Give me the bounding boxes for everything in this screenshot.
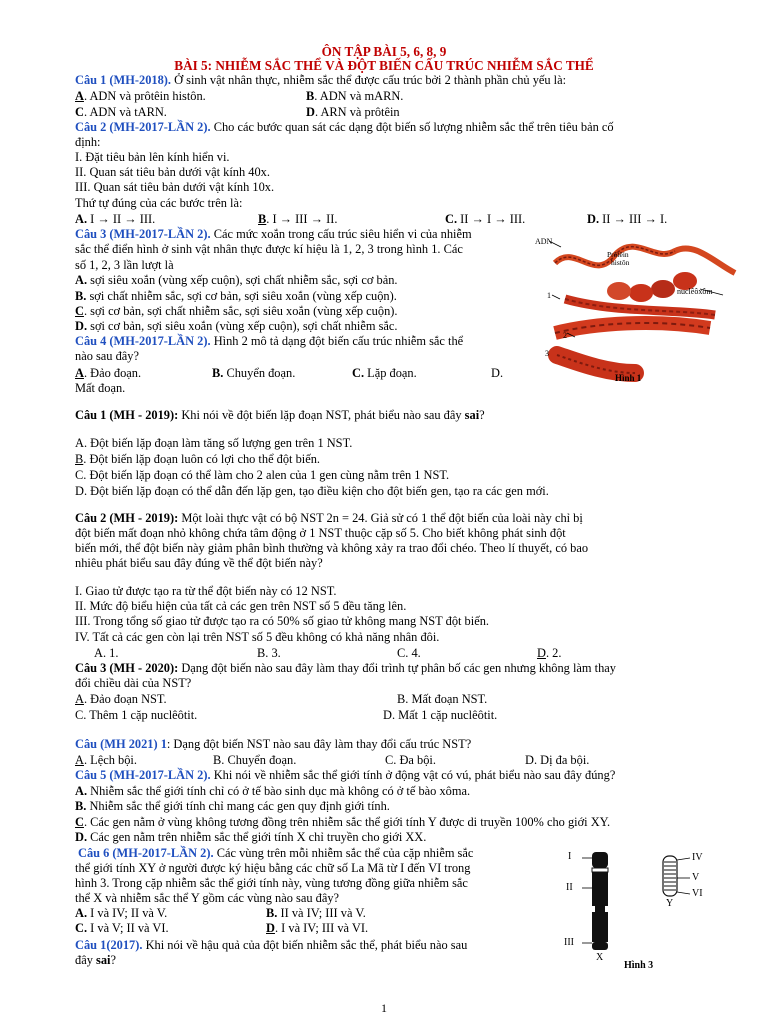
q3-option-d: D. sợi cơ bản, sợi siêu xoắn (vùng xếp cuộn), sợi chất nhiễm sắc. <box>75 319 398 333</box>
q5-option-b: B. Đột biến lặp đoạn luôn có lợi cho thể đột biến. <box>75 452 321 466</box>
lesson-title: BÀI 5: NHIỄM SẮC THỂ VÀ ĐỘT BIẾN CẤU TRÚC NHIỄM SẮC THỂ <box>174 58 594 73</box>
q5-option-a: A. Đột biến lặp đoạn làm tăng số lượng gen trên 1 NST. <box>75 436 353 450</box>
q9-option-c: C. Các gen nằm ở vùng không tương đồng trên nhiễm sắc thể giới tính Y được di truyền 100% cho giới XY. <box>75 815 611 829</box>
question-2: Câu 2 (MH-2017-LẦN 2). Cho các bước quan sát các dạng đột biến số lượng nhiễm sắc thể trên tiêu bản cố <box>75 120 614 134</box>
q10-text-cont3: thể X và nhiễm sắc thể Y gồm các vùng nào sau đây? <box>75 891 340 905</box>
q6-statement-4: IV. Tất cả các gen còn lại trên NST số 5 đều không có khả năng nhân đôi. <box>75 630 440 644</box>
fig3-label-y: Y <box>666 898 674 909</box>
q4-option-b: B. Chuyển đoạn. <box>212 366 296 380</box>
fig1-histon-label: histôn <box>611 258 630 267</box>
question-4: Câu 4 (MH-2017-LẦN 2). Hình 2 mô tả dạng đột biến cấu trúc nhiễm sắc thể <box>75 334 464 348</box>
q8-option-a: A. Lệch bội. <box>75 753 137 767</box>
q6-text-cont: đột biến mất đoạn nhỏ không chứa tâm động ở 1 NST thuộc cặp số 5. Cho biết không phát sinh đột <box>75 526 566 540</box>
q3-option-a: A. sợi siêu xoắn (vùng xếp cuộn), sợi chất nhiễm sắc, sợi cơ bản. <box>75 273 398 287</box>
q2-step-3: III. Quan sát tiêu bản dưới vật kính 10x. <box>75 180 275 194</box>
q5-option-c: C. Đột biến lặp đoạn có thể làm cho 2 alen của 1 gen cùng nằm trên 1 NST. <box>75 468 450 482</box>
q1-option-b: B. ADN và mARN. <box>306 89 404 103</box>
q9-option-a: A. Nhiễm sắc thể giới tính chỉ có ở tế bào sinh dục mà không có ở tế bào xôma. <box>75 784 471 798</box>
q6-option-b: B. 3. <box>257 646 281 660</box>
question-3: Câu 3 (MH-2017-LẦN 2). Các mức xoắn trong cấu trúc siêu hiển vi của nhiễm <box>75 227 472 241</box>
q2-ask: Thứ tự đúng của các bước trên là: <box>75 196 243 210</box>
q6-text-cont3: nhiêu phát biểu sau đây đúng về thể đột biến này? <box>75 556 323 570</box>
q9-option-d: D. Các gen nằm trên nhiễm sắc thể giới tính X chỉ truyền cho giới XX. <box>75 830 427 844</box>
fig3-label-i: I <box>568 851 572 862</box>
fig3-label-ii: II <box>566 882 573 893</box>
q5-option-d: D. Đột biến lặp đoạn có thể dẫn đến lặp gen, tạo điều kiện cho đột biến gen, tạo ra các gen mới. <box>75 484 549 498</box>
q7-option-b: B. Mất đoạn NST. <box>397 692 488 706</box>
q1-option-a: A. ADN và prôtêin histôn. <box>75 89 206 103</box>
q3-option-b: B. sợi chất nhiễm sắc, sợi cơ bản, sợi siêu xoắn (vùng xếp cuộn). <box>75 289 397 303</box>
q2-option-d: D. II → III → I. <box>587 212 668 226</box>
q4-option-d: Mất đoạn. <box>75 381 126 395</box>
q10-text-cont: thể giới tính XY ở người được ký hiệu bằng các chữ số La Mã từ I đến VI trong <box>75 861 471 875</box>
question-1: Câu 1 (MH-2018). Ở sinh vật nhân thực, nhiễm sắc thể được cấu trúc bởi 2 thành phần chủ yếu là: <box>75 73 567 87</box>
q10-option-b: B. II và IV; III và V. <box>266 906 366 920</box>
q3-option-c: C. sợi cơ bản, sợi chất nhiễm sắc, sợi siêu xoắn (vùng xếp cuộn). <box>75 304 398 318</box>
fig3-label-vi: VI <box>692 888 703 899</box>
fig1-number-2: 2 <box>563 331 567 340</box>
q10-option-a: A. I và IV; II và V. <box>75 906 168 920</box>
figure-1-chromosome-structure <box>535 233 745 385</box>
q4-option-d-key: D. <box>491 366 504 380</box>
fig3-label-iv: IV <box>692 852 703 863</box>
fig1-caption: Hình 1 <box>615 373 642 383</box>
question-7: Câu 3 (MH - 2020): Dạng đột biến nào sau đây làm thay đổi trình tự phân bố các gen nhưng không làm thay <box>75 661 616 675</box>
question-9: Câu 5 (MH-2017-LẦN 2). Khi nói về nhiễm sắc thể giới tính ở động vật có vú, phát biểu nào sau đây đúng? <box>75 768 616 782</box>
doc-title: ÔN TẬP BÀI 5, 6, 8, 9 <box>321 44 447 59</box>
q2-option-b: B. I → III → II. <box>258 212 338 226</box>
q1-option-c: C. ADN và tARN. <box>75 105 167 119</box>
q7-option-a: A. Đảo đoạn NST. <box>75 692 167 706</box>
q6-statement-2: II. Mức độ biểu hiện của tất cả các gen trên NST số 5 đều tăng lên. <box>75 599 407 613</box>
figure-3-drawing <box>560 848 730 976</box>
question-8: Câu (MH 2021) 1: Dạng đột biến NST nào sau đây làm thay đổi cấu trúc NST? <box>75 737 472 751</box>
fig1-protein-label: Prôtêin <box>607 250 629 259</box>
q8-option-b: B. Chuyển đoạn. <box>213 753 297 767</box>
q6-option-a: A. 1. <box>94 646 119 660</box>
q2-step-1: I. Đặt tiêu bản lên kính hiển vi. <box>75 150 230 164</box>
q6-text-cont2: biến mới, thể đột biến này giảm phân bình thường và không xảy ra trao đổi chéo. Theo lí thuyết, có bao <box>75 541 589 555</box>
fig1-adn-label: ADN <box>535 237 553 246</box>
fig3-caption: Hình 3 <box>624 960 654 971</box>
q4-option-c: C. Lặp đoạn. <box>352 366 417 380</box>
question-5: Câu 1 (MH - 2019): Khi nói về đột biến lặp đoạn NST, phát biểu nào sau đây sai? <box>75 408 485 422</box>
q10-text-cont2: hình 3. Trong cặp nhiễm sắc thể giới tính này, vùng tương đồng giữa nhiễm sắc <box>75 876 468 890</box>
q6-statement-1: I. Giao tử được tạo ra từ thể đột biến này có 12 NST. <box>75 584 337 598</box>
page-number: 1 <box>381 1001 387 1015</box>
q10-option-d: D. I và IV; III và VI. <box>266 921 369 935</box>
q7-option-d: D. Mất 1 cặp nuclêôtit. <box>383 708 498 722</box>
q3-text-cont: sắc thể điển hình ở sinh vật nhân thực được kí hiệu là 1, 2, 3 trong hình 1. Các <box>75 242 463 256</box>
q6-option-d: D. 2. <box>537 646 562 660</box>
q9-option-b: B. Nhiễm sắc thể giới tính chỉ mang các gen quy định giới tính. <box>75 799 390 813</box>
q4-option-a: A. Đảo đoạn. <box>75 366 142 380</box>
q7-text-cont: đổi chiều dài của NST? <box>75 676 192 690</box>
q8-option-d: D. Dị đa bội. <box>525 753 590 767</box>
question-6: Câu 2 (MH - 2019): Một loài thực vật có bộ NST 2n = 24. Giả sử có 1 thể đột biến của loài này chỉ bị <box>75 511 583 525</box>
q2-step-2: II. Quan sát tiêu bản dưới vật kính 40x. <box>75 165 270 179</box>
q6-option-c: C. 4. <box>397 646 421 660</box>
fig3-label-iii: III <box>564 937 574 948</box>
q8-option-c: C. Đa bội. <box>385 753 436 767</box>
question-10: Câu 6 (MH-2017-LẦN 2). Các vùng trên mỗi nhiễm sắc thể của cặp nhiễm sắc <box>78 846 474 860</box>
q2-text-cont: định: <box>75 135 101 149</box>
fig1-number-1: 1 <box>547 291 551 300</box>
q2-option-a: A. I → II → III. <box>75 212 156 226</box>
fig1-number-3: 3 <box>545 349 549 358</box>
q3-text-cont2: số 1, 2, 3 lần lượt là <box>75 258 174 272</box>
question-11: Câu 1(2017). Khi nói về hậu quả của đột biến nhiễm sắc thể, phát biểu nào sau <box>75 938 468 952</box>
q11-text-cont: đây sai? <box>75 953 116 967</box>
q2-option-c: C. II → I → III. <box>445 212 526 226</box>
q1-option-d: D. ARN và prôtêin <box>306 105 400 119</box>
fig1-nucleosome-label: nuclêôxôm <box>677 287 713 296</box>
q6-statement-3: III. Trong tổng số giao tử được tạo ra có 50% số giao tử không mang NST đột biến. <box>75 614 489 628</box>
q4-text-cont: nào sau đây? <box>75 349 139 363</box>
q10-option-c: C. I và V; II và VI. <box>75 921 169 935</box>
fig3-label-x: X <box>596 952 604 963</box>
q7-option-c: C. Thêm 1 cặp nuclêôtit. <box>75 708 198 722</box>
fig3-label-v: V <box>692 872 700 883</box>
figure-1-drawing <box>535 233 745 385</box>
figure-3-xy-chromosomes <box>560 848 730 976</box>
